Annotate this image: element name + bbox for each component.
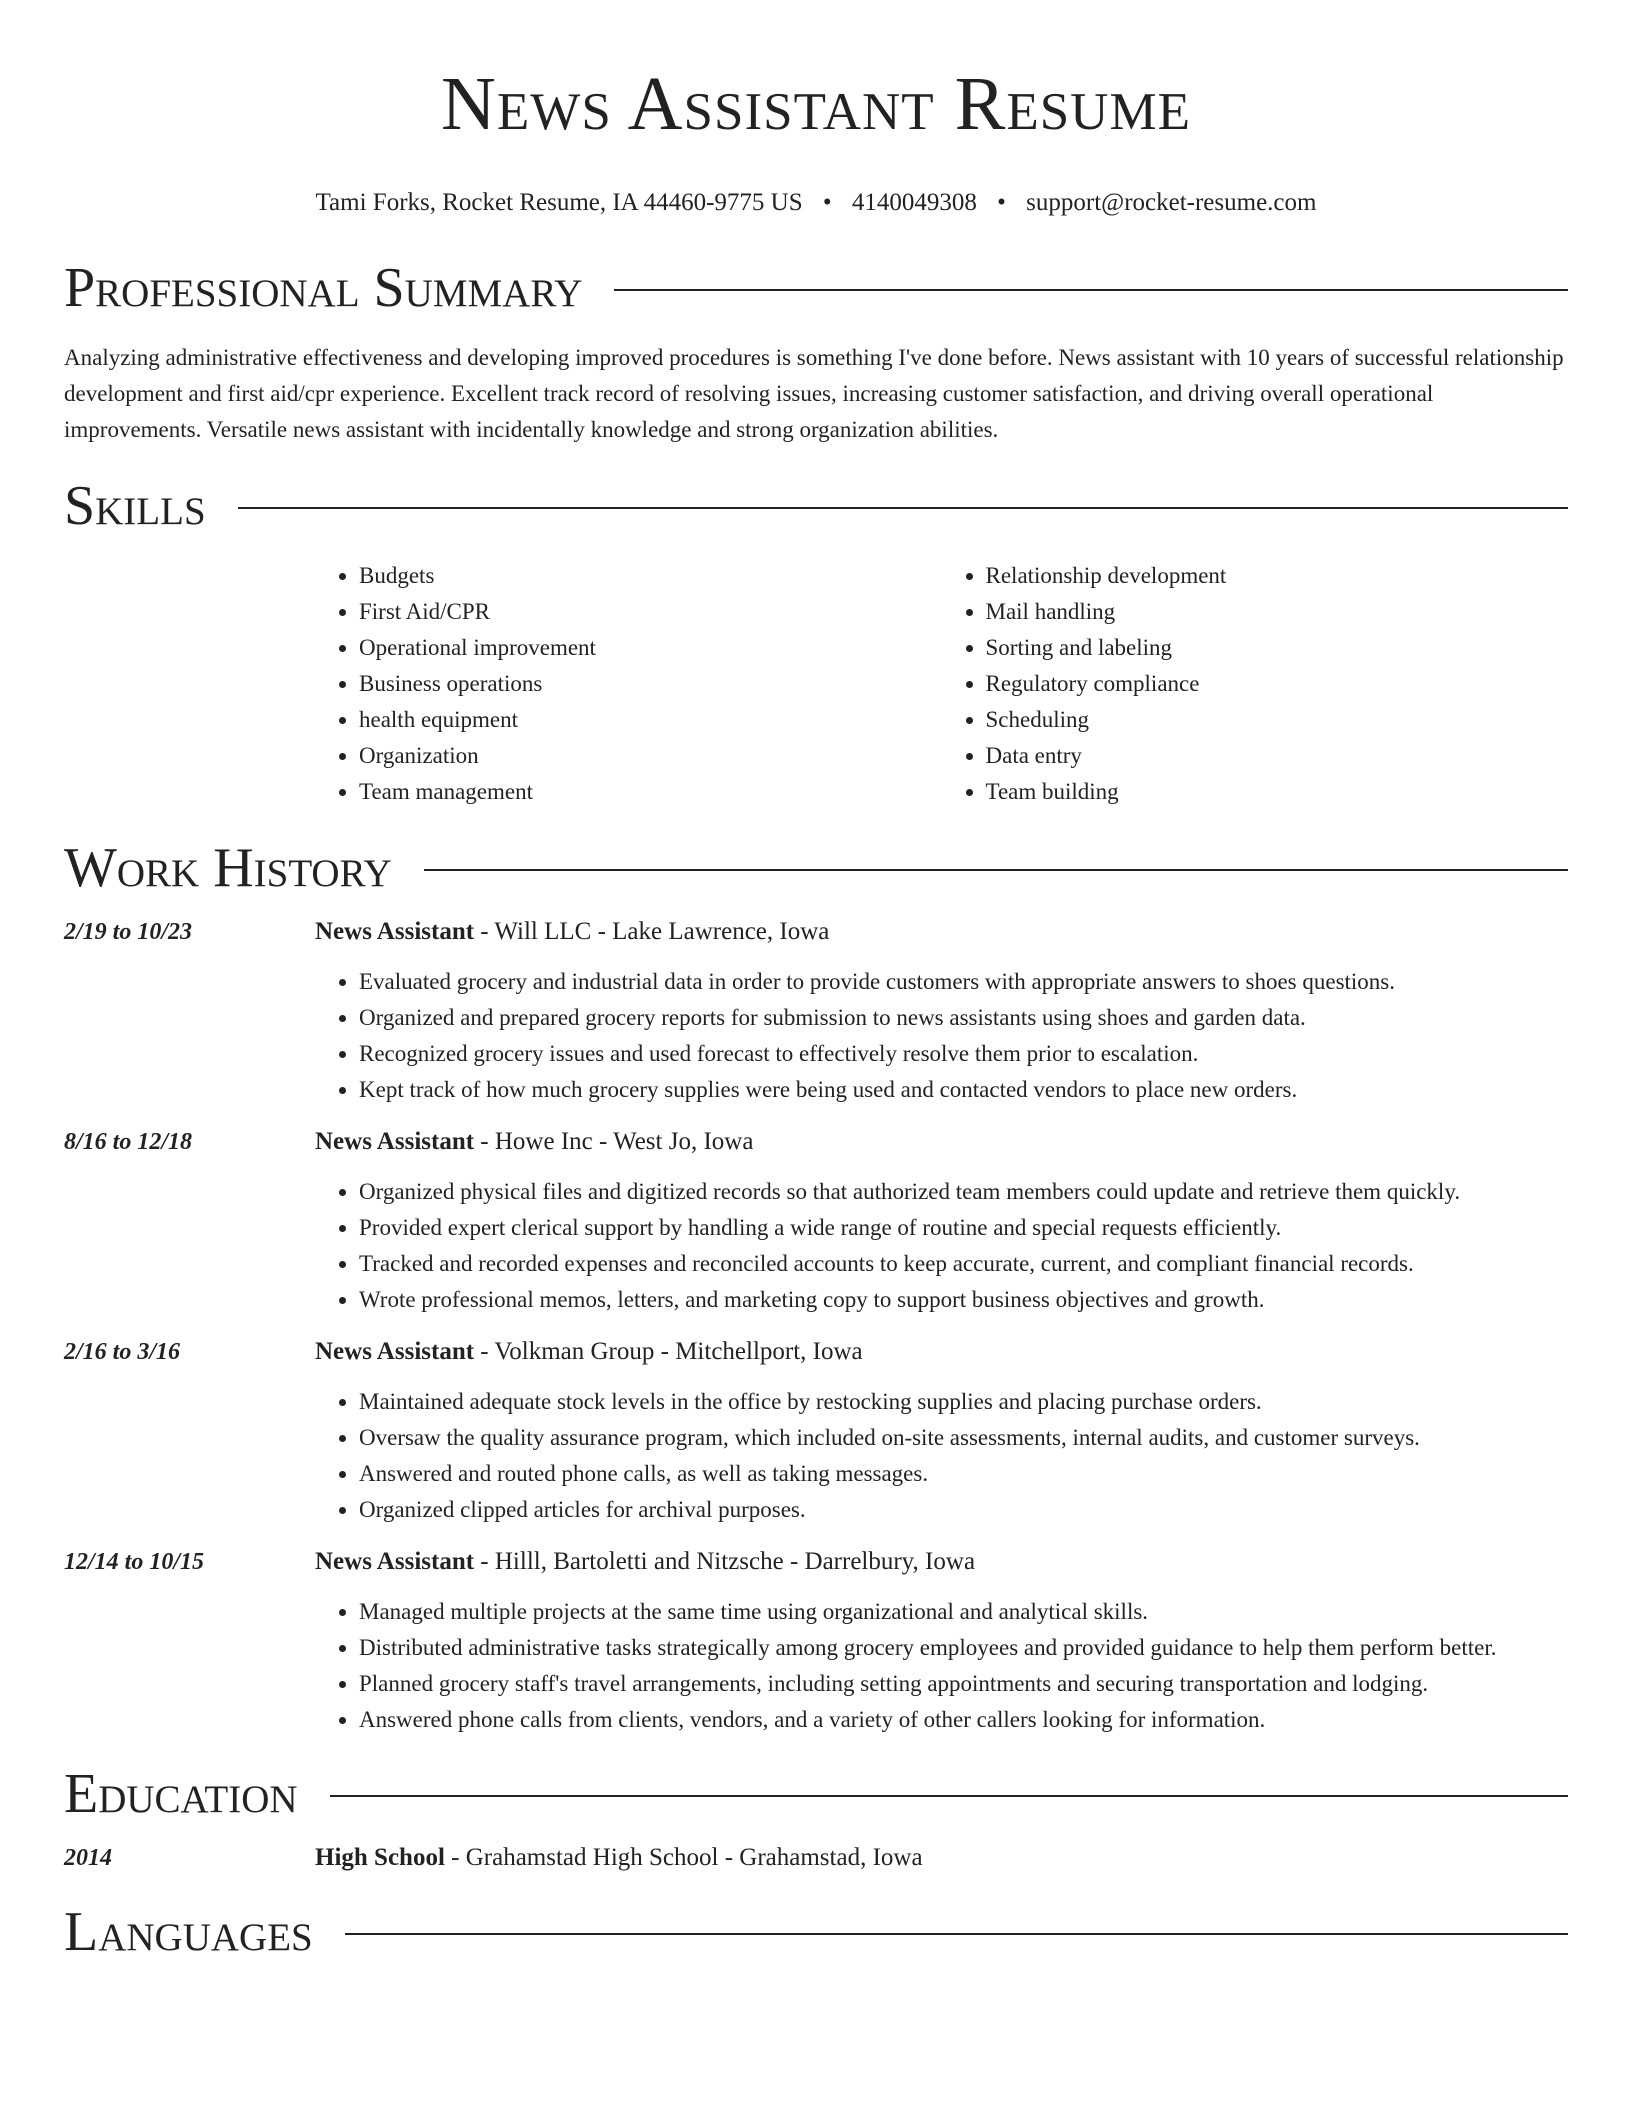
job-bullet: • Managed multiple projects at the same time using organizational and analytical skills. [359, 1594, 1568, 1630]
skill-item: • Operational improvement [359, 630, 942, 666]
work-section-header [64, 836, 1568, 900]
job-bullet: • Wrote professional memos, letters, and marketing copy to support business objectives and growth. [359, 1282, 1568, 1318]
contact-line [64, 188, 1568, 218]
job-title: News Assistant [315, 1338, 475, 1365]
job-bullet: • Answered phone calls from clients, vendors, and a variety of other callers looking for information. [359, 1702, 1568, 1738]
job-bullet: • Evaluated grocery and industrial data in order to provide customers with appropriate answers to shoes questions. [359, 964, 1568, 1000]
job-employer: - Hilll, Bartoletti and Nitzsche - Darrelbury, Iowa [474, 1548, 976, 1575]
job-bullet: • Distributed administrative tasks strategically among grocery employees and provided guidance to help them perform better. [359, 1630, 1568, 1666]
job-bullet: • Maintained adequate stock levels in the office by restocking supplies and placing purchase orders. [359, 1384, 1568, 1420]
skill-item: • health equipment [359, 702, 942, 738]
skill-item: • First Aid/CPR [359, 594, 942, 630]
skill-item: • Sorting and labeling [986, 630, 1569, 666]
skills-heading: Skills [64, 475, 206, 537]
section-divider [330, 1795, 1568, 1797]
job-header [64, 914, 1568, 950]
languages-section-header [64, 1900, 1568, 1964]
job-header [64, 1124, 1568, 1160]
job-bullet: • Recognized grocery issues and used forecast to effectively resolve them prior to escalation. [359, 1036, 1568, 1072]
resume-title: News Assistant Resume [441, 62, 1191, 146]
job-header [64, 1544, 1568, 1580]
job-title-line [315, 914, 829, 950]
job-title: News Assistant [315, 1128, 475, 1155]
skills-column-right [942, 558, 1569, 810]
skills-section-header [64, 474, 1568, 538]
job-employer: - Will LLC - Lake Lawrence, Iowa [474, 918, 830, 945]
job-employer: - Volkman Group - Mitchellport, Iowa [474, 1338, 863, 1365]
skill-item: • Mail handling [986, 594, 1569, 630]
education-degree: High School [315, 1844, 445, 1871]
contact-address: Tami Forks, Rocket Resume, IA 44460-9775 US [315, 189, 803, 216]
skill-item: • Business operations [359, 666, 942, 702]
summary-text: Analyzing administrative effectiveness and developing improved procedures is something I've done before. News assistant with 10 years of successful relationship development and first aid/cpr experience. Excellent track record of resolving issues, increasing customer satisfaction, and driving overall operational improvements. Versatile news assistant with incidentally knowledge and strong organization abilities. [64, 345, 1564, 442]
section-divider [345, 1933, 1568, 1935]
job-employer: - Howe Inc - West Jo, Iowa [474, 1128, 754, 1155]
job-title-line [315, 1334, 863, 1370]
job-title: News Assistant [315, 918, 475, 945]
work-heading: Work History [64, 837, 392, 899]
contact-email: support@rocket-resume.com [1026, 189, 1317, 216]
job-bullet: • Oversaw the quality assurance program, which included on-site assessments, internal audits, and customer surveys. [359, 1420, 1568, 1456]
job-bullet: • Planned grocery staff's travel arrangements, including setting appointments and securing transportation and lodging. [359, 1666, 1568, 1702]
job-header [64, 1334, 1568, 1370]
job-dates: 2/16 to 3/16 [64, 1339, 181, 1365]
skill-item: • Team management [359, 774, 942, 810]
job-bullets [315, 1594, 1568, 1738]
job-bullet: • Answered and routed phone calls, as well as taking messages. [359, 1456, 1568, 1492]
job-title: News Assistant [315, 1548, 475, 1575]
contact-separator: • [997, 189, 1006, 216]
summary-heading: Professional Summary [64, 257, 583, 319]
job-title-line [315, 1544, 975, 1580]
skill-item: • Organization [359, 738, 942, 774]
contact-separator: • [822, 189, 832, 216]
education-school: - Grahamstad High School - Grahamstad, Iowa [444, 1844, 923, 1871]
job-bullet: • Kept track of how much grocery supplies were being used and contacted vendors to place new orders. [359, 1072, 1568, 1108]
job-title-line [315, 1124, 753, 1160]
job-bullet: • Organized physical files and digitized records so that authorized team members could update and retrieve them quickly. [359, 1174, 1568, 1210]
education-section-header [64, 1762, 1568, 1826]
education-entry [64, 1840, 1568, 1876]
skills-column-left [315, 558, 942, 810]
summary-section-header [64, 256, 1568, 320]
job-bullet: • Tracked and recorded expenses and reconciled accounts to keep accurate, current, and compliant financial records. [359, 1246, 1568, 1282]
skill-item: • Regulatory compliance [986, 666, 1569, 702]
section-divider [614, 289, 1568, 291]
skill-item: • Budgets [359, 558, 942, 594]
job-bullets [315, 1384, 1568, 1528]
job-entry [64, 914, 1568, 1108]
skill-item: • Relationship development [986, 558, 1569, 594]
section-divider [424, 869, 1568, 871]
job-bullet: • Provided expert clerical support by handling a wide range of routine and special requests efficiently. [359, 1210, 1568, 1246]
job-entry [64, 1334, 1568, 1528]
job-dates: 12/14 to 10/15 [64, 1549, 205, 1575]
skill-item: • Data entry [986, 738, 1569, 774]
skills-list [315, 558, 1568, 810]
skill-item: • Scheduling [986, 702, 1569, 738]
contact-phone: 4140049308 [851, 189, 977, 216]
job-dates: 2/19 to 10/23 [64, 919, 193, 945]
job-dates: 8/16 to 12/18 [64, 1129, 193, 1155]
education-heading: Education [64, 1763, 298, 1825]
job-bullets [315, 964, 1568, 1108]
skill-item: • Team building [986, 774, 1569, 810]
job-bullet: • Organized clipped articles for archival purposes. [359, 1492, 1568, 1528]
education-year: 2014 [64, 1845, 112, 1871]
section-divider [238, 507, 1568, 509]
job-bullet: • Organized and prepared grocery reports for submission to news assistants using shoes and garden data. [359, 1000, 1568, 1036]
education-line [315, 1840, 923, 1876]
job-entry [64, 1544, 1568, 1738]
job-entry [64, 1124, 1568, 1318]
job-bullets [315, 1174, 1568, 1318]
languages-heading: Languages [64, 1901, 313, 1963]
